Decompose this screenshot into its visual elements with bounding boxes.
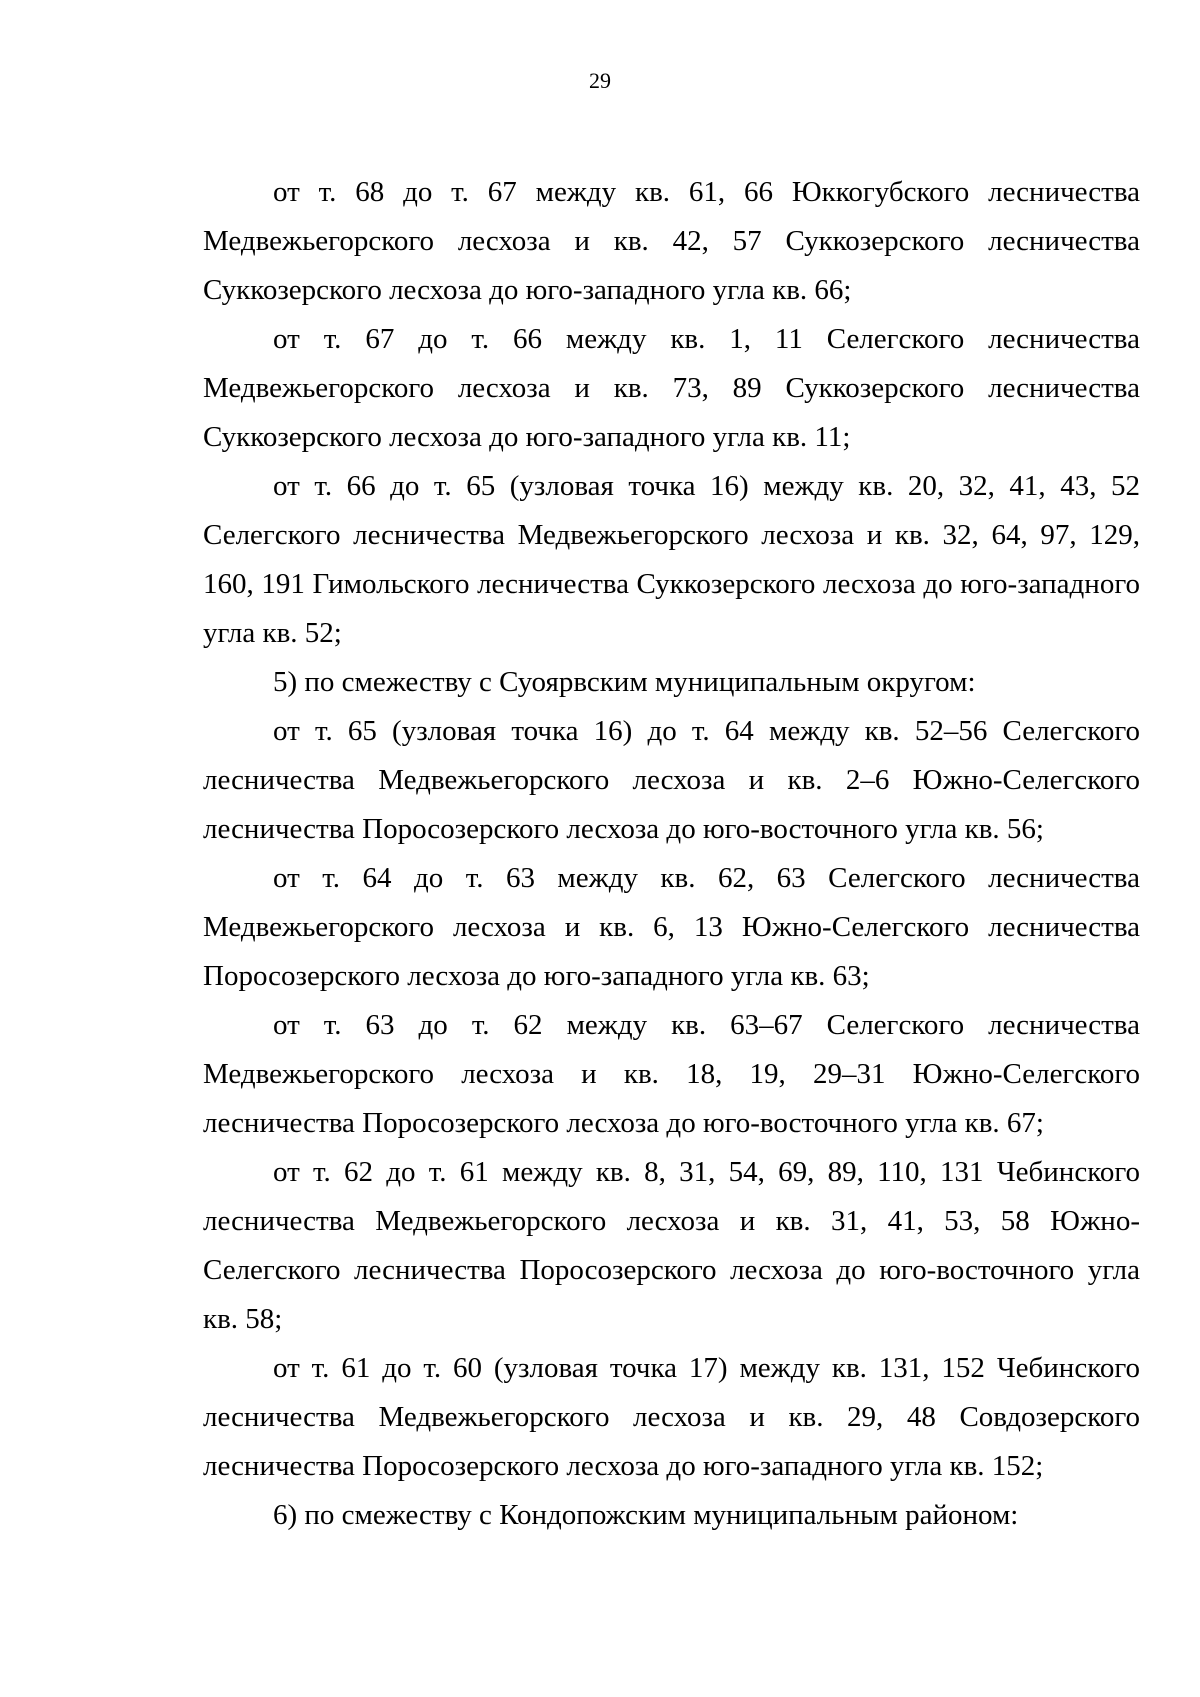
section-heading: 5) по смежеству с Суоярвским муниципальным округом: bbox=[273, 666, 976, 698]
section-heading: 6) по смежеству с Кондопожским муниципальным районом: bbox=[273, 1499, 1019, 1531]
document-body bbox=[203, 168, 1140, 1540]
boundary-paragraph: от т. 63 до т. 62 между кв. 63–67 Селегского лесничества Медвежьегорского лесхоза и кв. 18, 19, 29–31 Южно-Селегского лесничества Поросозерского лесхоза до юго-восточного угла кв. 67; bbox=[203, 1009, 1140, 1139]
boundary-paragraph: от т. 61 до т. 60 (узловая точка 17) между кв. 131, 152 Чебинского лесничества Медвежьегорского лесхоза и кв. 29, 48 Совдозерского лесничества Поросозерского лесхоза до юго-западного угла кв. 152; bbox=[203, 1352, 1140, 1482]
page-number: 29 bbox=[589, 68, 611, 93]
boundary-paragraph: от т. 64 до т. 63 между кв. 62, 63 Селегского лесничества Медвежьегорского лесхоза и кв. 6, 13 Южно-Селегского лесничества Поросозерского лесхоза до юго-западного угла кв. 63; bbox=[203, 862, 1140, 992]
boundary-paragraph: от т. 68 до т. 67 между кв. 61, 66 Юккогубского лесничества Медвежьегорского лесхоза и кв. 42, 57 Суккозерского лесничества Суккозерского лесхоза до юго-западного угла кв. 66; bbox=[203, 176, 1140, 306]
boundary-paragraph: от т. 62 до т. 61 между кв. 8, 31, 54, 69, 89, 110, 131 Чебинского лесничества Медвежьегорского лесхоза и кв. 31, 41, 53, 58 Южно-Селегского лесничества Поросозерского лесхоза до юго-восточного угла кв. 58; bbox=[203, 1156, 1140, 1335]
boundary-paragraph: от т. 67 до т. 66 между кв. 1, 11 Селегского лесничества Медвежьегорского лесхоза и кв. 73, 89 Суккозерского лесничества Суккозерского лесхоза до юго-западного угла кв. 11; bbox=[203, 323, 1140, 453]
boundary-paragraph: от т. 65 (узловая точка 16) до т. 64 между кв. 52–56 Селегского лесничества Медвежьегорского лесхоза и кв. 2–6 Южно-Селегского лесничества Поросозерского лесхоза до юго-восточного угла кв. 56; bbox=[203, 715, 1140, 845]
boundary-paragraph: от т. 66 до т. 65 (узловая точка 16) между кв. 20, 32, 41, 43, 52 Селегского лесничества Медвежьегорского лесхоза и кв. 32, 64, 97, 129, 160, 191 Гимольского лесничества Суккозерского лесхоза до юго-западного угла кв. 52; bbox=[203, 470, 1140, 649]
